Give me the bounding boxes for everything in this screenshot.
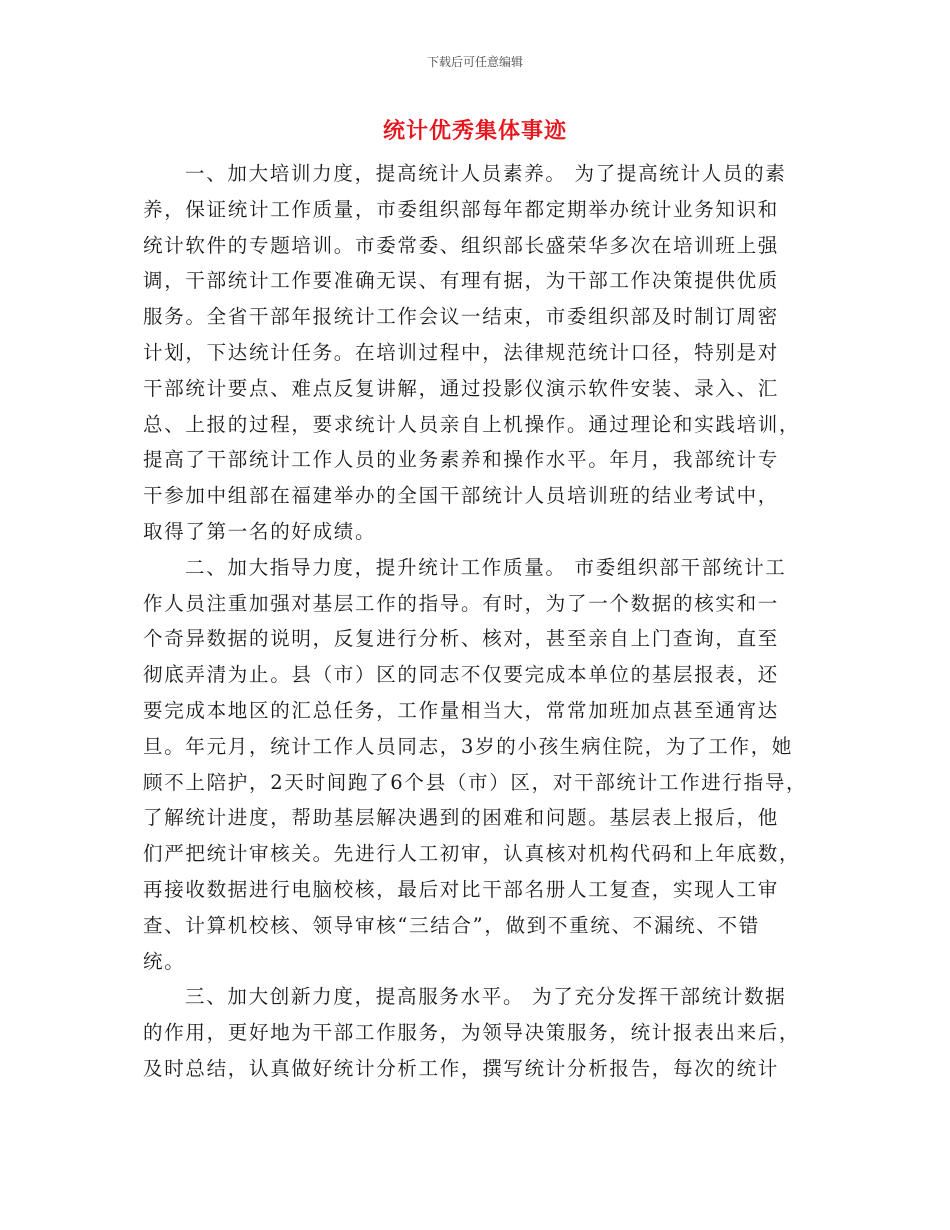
body-line: 干部统计要点、难点反复讲解，通过投影仪演示软件安装、录入、汇 [143, 376, 780, 400]
body-line: 查、计算机校核、领导审核“三结合”，做到不重统、不漏统、不错 [143, 913, 760, 937]
body-line: 再接收数据进行电脑校核，最后对比干部名册人工复查，实现人工审 [143, 877, 780, 901]
body-line: 取得了第一名的好成绩。 [143, 519, 377, 543]
body-line: 二、加大指导力度，提升统计工作质量。 市委组织部干部统计工 [185, 555, 787, 579]
body-line: 干参加中组部在福建举办的全国干部统计人员培训班的结业考试中， [143, 484, 780, 508]
body-line: 养，保证统计工作质量，市委组织部每年都定期举办统计业务知识和 [143, 197, 780, 221]
body-line: 统。 [143, 949, 186, 973]
body-line: 旦。年元月，统计工作人员同志，3岁的小孩生病住院，为了工作，她 [143, 734, 794, 758]
body-line: 顾不上陪护，2天时间跑了6个县（市）区，对干部统计工作进行指导， [143, 770, 808, 794]
body-line: 们严把统计审核关。先进行人工初审，认真核对机构代码和上年底数， [143, 842, 801, 866]
body-line: 了解统计进度，帮助基层解决遇到的困难和问题。基层表上报后，他 [143, 806, 780, 830]
body-line: 及时总结，认真做好统计分析工作，撰写统计分析报告，每次的统计 [143, 1056, 780, 1080]
body-line: 的作用，更好地为干部工作服务，为领导决策服务，统计报表出来后， [143, 1021, 801, 1045]
body-line: 个奇异数据的说明，反复进行分析、核对，甚至亲自上门查询，直至 [143, 627, 780, 651]
body-line: 服务。全省干部年报统计工作会议一结束，市委组织部及时制订周密 [143, 305, 780, 329]
body-line: 一、加大培训力度，提高统计人员素养。 为了提高统计人员的素 [185, 162, 787, 185]
body-line: 总、上报的过程，要求统计人员亲自上机操作。通过理论和实践培训， [143, 412, 801, 436]
body-line: 要完成本地区的汇总任务，工作量相当大，常常加班加点甚至通宵达 [143, 698, 780, 722]
body-line: 作人员注重加强对基层工作的指导。有时，为了一个数据的核实和一 [143, 591, 780, 615]
body-line: 三、加大创新力度，提高服务水平。 为了充分发挥干部统计数据 [185, 985, 787, 1009]
body-line: 计划，下达统计任务。在培训过程中，法律规范统计口径，特别是对 [143, 340, 780, 364]
body-line: 提高了干部统计工作人员的业务素养和操作水平。年月，我部统计专 [143, 448, 780, 472]
body-line: 统计软件的专题培训。市委常委、组织部长盛荣华多次在培训班上强 [143, 233, 780, 257]
body-line: 彻底弄清为止。县（市）区的同志不仅要完成本单位的基层报表，还 [143, 663, 780, 687]
document-body [143, 156, 823, 1087]
document-title: 统计优秀集体事迹 [382, 119, 567, 144]
body-line: 调，干部统计工作要准确无误、有理有据，为干部工作决策提供优质 [143, 269, 780, 293]
header-note: 下载后可任意编辑 [426, 55, 523, 69]
